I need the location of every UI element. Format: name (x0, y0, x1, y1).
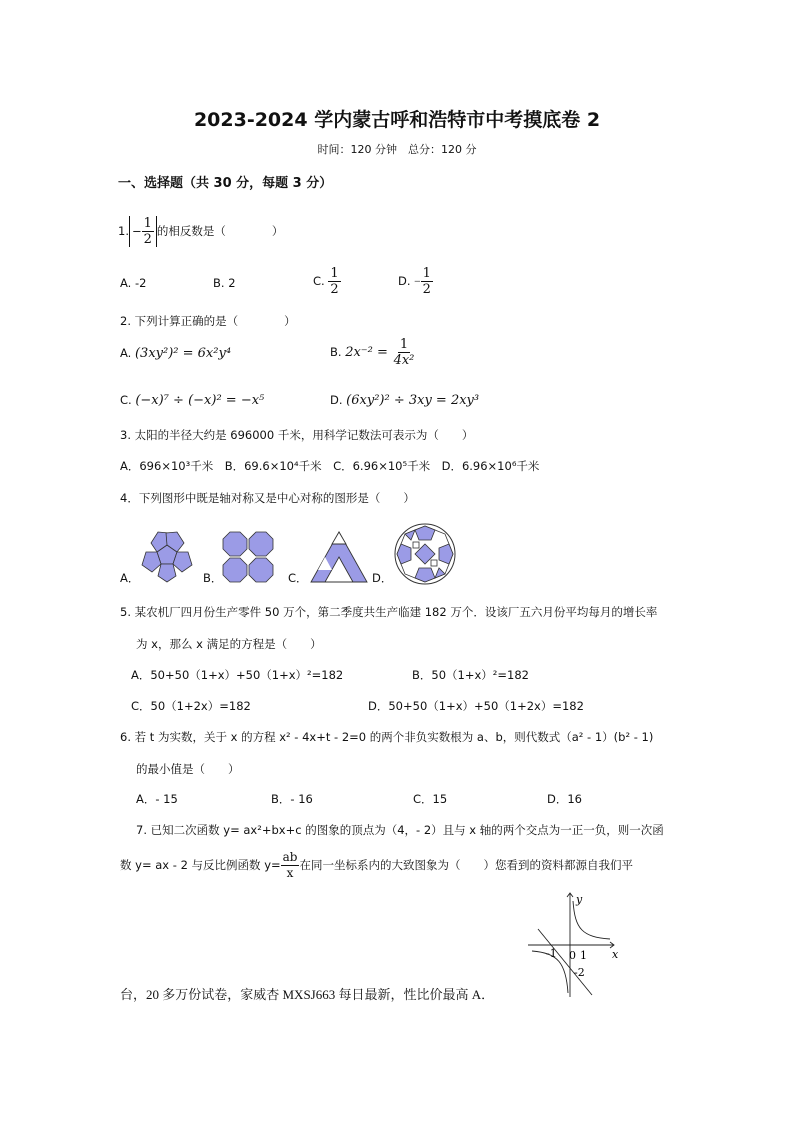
q4-option-d-label: D． (372, 571, 393, 585)
q5-option-b: B．50（1+x）²=182 (412, 668, 529, 682)
q2-option-c: C. (−x)⁷ ÷ (−x)² = −x⁵ (120, 393, 265, 408)
q4-option-a-label: A． (120, 571, 140, 585)
q2-stem: 2. 下列计算正确的是（ ） (120, 314, 296, 328)
svg-text:-1: -1 (546, 947, 557, 960)
fraction: $\frac{1}{2}$ (143, 216, 152, 247)
q6-option-b: B．- 16 (271, 792, 313, 806)
svg-text:0: 0 (569, 949, 576, 962)
q7-stem-line1: 7. 已知二次函数 y= ax²+bx+c 的图象的顶点为（4，- 2）且与 x 轴的两个交点为一正一负，则一次函 (136, 823, 664, 837)
section-heading: 一、选择题（共 30 分，每题 3 分） (118, 176, 333, 191)
linear-function-line (538, 929, 592, 995)
q1-option-b: B. 2 (213, 276, 236, 290)
q2-option-d: D. (6xy²)² ÷ 3xy = 2xy³ (330, 393, 480, 408)
svg-text:-2: -2 (574, 966, 585, 979)
q1-option-d: D. − $\frac{1}{2}$ (398, 266, 431, 297)
q3-stem: 3. 太阳的半径大约是 696000 千米，用科学记数法可表示为（ ） (120, 428, 474, 442)
q2-option-a: A. (3xy²)² = 6x²y⁴ (120, 346, 232, 361)
pentagon-flower-figure (136, 527, 198, 585)
q6-option-a: A．- 15 (136, 792, 178, 806)
q5-option-d: D．50+50（1+x）+50（1+2x）=182 (368, 699, 584, 713)
q7-stem-line3: 台，20 多万份试卷，家威杏 MXSJ663 每日最新，性比价最高 A． (120, 987, 495, 1002)
q1-option-a: A. -2 (120, 276, 147, 290)
q4-option-c-label: C． (288, 571, 308, 585)
q2-option-b: B. 2x⁻² = $\frac{1}{\text{4x²}}$ (330, 337, 415, 368)
q6-option-c: C．15 (413, 792, 448, 806)
q5-option-a: A．50+50（1+x）+50（1+x）²=182 (131, 668, 344, 682)
q1-stem: 1. − $\frac{1}{2}$ 的相反数是（ ） (118, 216, 284, 247)
svg-text:x: x (612, 948, 619, 961)
q6-stem-line1: 6. 若 t 为实数，关于 x 的方程 x² - 4x+t - 2=0 的两个非负实数根为 a、b，则代数式（a² - 1）(b² - 1) (120, 730, 654, 744)
svg-text:1: 1 (580, 949, 587, 962)
q5-stem-line1: 5. 某农机厂四月份生产零件 50 万个，第二季度共生产临建 182 万个．设该厂五六月份平均每月的增长率 (120, 605, 658, 619)
absolute-value: − $\frac{1}{2}$ (129, 216, 157, 247)
function-graph (524, 889, 624, 999)
q6-stem-line2: 的最小值是（ ） (136, 762, 240, 776)
octagons-figure (222, 531, 274, 583)
exam-title: 2023-2024 学内蒙古呼和浩特市中考摸底卷 2 (193, 109, 601, 131)
exam-subtitle: 时间：120 分钟 总分：120 分 (317, 143, 477, 156)
q1-option-c: C. $\frac{1}{2}$ (313, 266, 339, 297)
q4-stem: 4．下列图形中既是轴对称又是中心对称的图形是（ ） (120, 491, 415, 505)
q4-option-b-label: B． (203, 571, 223, 585)
q3-options: A．696×10³千米 B．69.6×10⁴千米 C．6.96×10⁵千米 D．6.96×10⁶千米 (120, 459, 540, 473)
svg-text:y: y (576, 893, 583, 906)
q5-option-c: C．50（1+2x）=182 (131, 699, 251, 713)
q6-option-d: D．16 (547, 792, 582, 806)
triangle-figure (309, 530, 369, 584)
circle-pattern-figure (393, 522, 457, 586)
q7-stem-line2: 数 y= ax - 2 与反比例函数 y= $\frac{ab}{x}$ 在同一坐标系内的大致图象为（ ）您看到的资料都源自我们平 (120, 850, 633, 880)
hyperbola-branch-right (573, 901, 610, 939)
q5-stem-line2: 为 x，那么 x 满足的方程是（ ） (136, 637, 322, 651)
